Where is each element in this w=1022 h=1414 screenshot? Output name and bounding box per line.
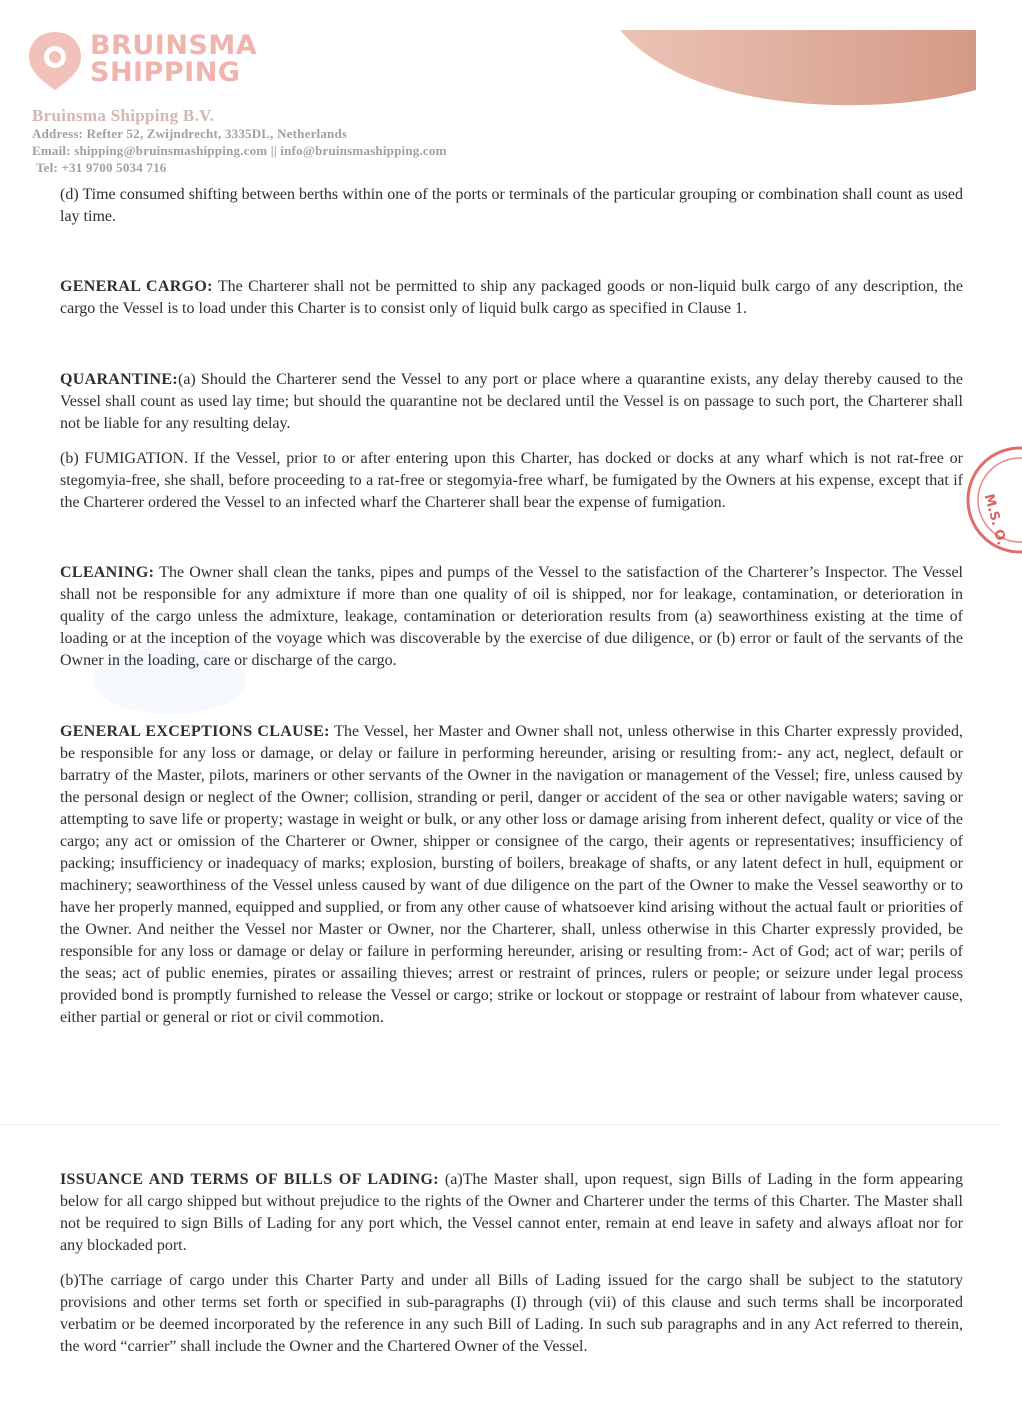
company-email: Email: shipping@bruinsmashipping.com || info@bruinsmashipping.com — [32, 143, 447, 158]
company-address: Address: Refter 52, Zwijndrecht, 3335DL, Netherlands — [32, 126, 348, 141]
brand-name — [90, 32, 257, 86]
quarantine-clause-a — [60, 369, 963, 435]
cleaning-clause — [60, 562, 963, 672]
company-name: Bruinsma Shipping B.V. — [32, 106, 215, 125]
general-exceptions-clause — [60, 721, 963, 1029]
company-stamp — [962, 440, 1022, 560]
company-logo-icon — [26, 30, 84, 92]
header-decoration — [620, 30, 976, 106]
general-exceptions-text: The Vessel, her Master and Owner shall not, unless otherwise in this Charter expressly provided, be responsible for any loss or damage, or delay or failure in performing hereunder, arising or resulting from:- any act, neglect, default or barratry of the Master, pilots, mariners or other servants of the Owner in the navigation or management of the Vessel; fire, unless caused by the personal design or neglect of the Owner; collision, stranding or peril, danger or accident of the sea or other navigable waters; saving or attempting to save life or property; wastage in weight or bulk, or any other loss or damage arising from inherent defect, quality or vice of the cargo; any act or omission of the Charterer or Owner, shipper or consignee of the cargo, their agents or representatives; insufficiency of packing; insufficiency or inadequacy of marks; explosion, bursting of boilers, breakage of shafts, or any latent defect in hull, equipment or machinery; seaworthiness of the Vessel unless caused by want of due diligence on the part of the Owner to make the Vessel seaworthy or to have her properly manned, equipped and supplied, or from any other cause of whatsoever kind arising without the actual fault or priorities of the Owner. And neither the Vessel nor Master or Owner, nor the Charterer, shall, unless otherwise in this Charter expressly provided, be responsible for any loss or damage or delay or failure in performing hereunder, arising or resulting from:- Act of God; act of war; perils of the seas; act of public enemies, pirates or assailing thieves; arrest or restraint of princes, rulers or people; or seizure under legal process provided bond is promptly furnished to release the Vessel or cargo; strike or lockout or stoppage or restraint of labour from whatever cause, either partial or general or riot or civil commotion. — [60, 723, 963, 1026]
quarantine-heading: QUARANTINE: — [60, 371, 178, 388]
quarantine-clause-b: (b) FUMIGATION. If the Vessel, prior to or after entering upon this Charter, has docked or docks at any wharf which is not rat-free or stegomyia-free, she shall, before proceeding to a rat-free or stegomyia-free wharf, be fumigated by the Owners at his expense, except that if the Charterer ordered the Vessel to an infected wharf the Charterer shall bear the expense of fumigation. — [60, 450, 963, 511]
general-cargo-heading: GENERAL CARGO: — [60, 278, 213, 295]
brand-line-1: BRUINSMA — [90, 30, 258, 61]
stamp-text: M.S. O. — [980, 492, 1009, 547]
lay-time-clause-d: (d) Time consumed shifting between berths within one of the ports or terminals of the particular grouping or combination shall count as used lay time. — [60, 186, 963, 225]
company-phone: Tel: +31 9700 5034 716 — [36, 160, 167, 175]
general-cargo-text: The Charterer shall not be permitted to ship any packaged goods or non-liquid bulk cargo of any description, the cargo the Vessel is to load under this Charter is to consist only of liquid bulk cargo as specified in Clause 1. — [60, 278, 964, 317]
bills-of-lading-clause-b: (b)The carriage of cargo under this Charter Party and under all Bills of Lading issued for the cargo shall be subject to the statutory provisions and other terms set forth or specified in sub-paragraphs (I) through (vii) of this clause and such terms shall be incorporated verbatim or be deemed incorporated by the reference in any such Bill of Lading. In such sub paragraphs and in any Act referred to therein, the word “carrier” shall include the Owner and the Chartered Owner of the Vessel. — [60, 1272, 963, 1355]
cleaning-text: The Owner shall clean the tanks, pipes and pumps of the Vessel to the satisfaction of the Charterer’s Inspector. The Vessel shall not be responsible for any admixture if more than one quality of oil is shipped, nor for leakage, contamination, or deterioration in quality of the cargo unless the admixture, leakage, contamination or deterioration results from (a) seaworthiness existing at the time of loading or at the inception of the voyage which was discoverable by the exercise of due diligence, or (b) error or fault of the servants of the Owner in the loading, care or discharge of the cargo. — [60, 564, 963, 669]
cleaning-heading: CLEANING: — [60, 564, 155, 581]
general-cargo-clause — [60, 276, 963, 320]
bills-of-lading-clause-a — [60, 1169, 963, 1257]
bills-of-lading-heading: ISSUANCE AND TERMS OF BILLS OF LADING: — [60, 1171, 439, 1188]
page-break-divider — [0, 1124, 1000, 1125]
general-exceptions-heading: GENERAL EXCEPTIONS CLAUSE: — [60, 723, 330, 740]
brand-line-2: SHIPPING — [90, 57, 241, 88]
bills-of-lading-text-a: (a)The Master shall, upon request, sign Bills of Lading in the form appearing below for all cargo shipped but without prejudice to the rights of the Owner and Charterer under the terms of this Charter. The Master shall not be required to sign Bills of Lading for any port which, the Vessel cannot enter, remain at end leave in safety and always afloat nor for any blockaded port. — [60, 1171, 963, 1254]
quarantine-text-a: (a) Should the Charterer send the Vessel to any port or place where a quarantine exists, any delay thereby caused to the Vessel shall count as used lay time; but should the quarantine not be declared until the Vessel is on passage to such port, the Charterer shall not be liable for any resulting delay. — [60, 371, 963, 432]
